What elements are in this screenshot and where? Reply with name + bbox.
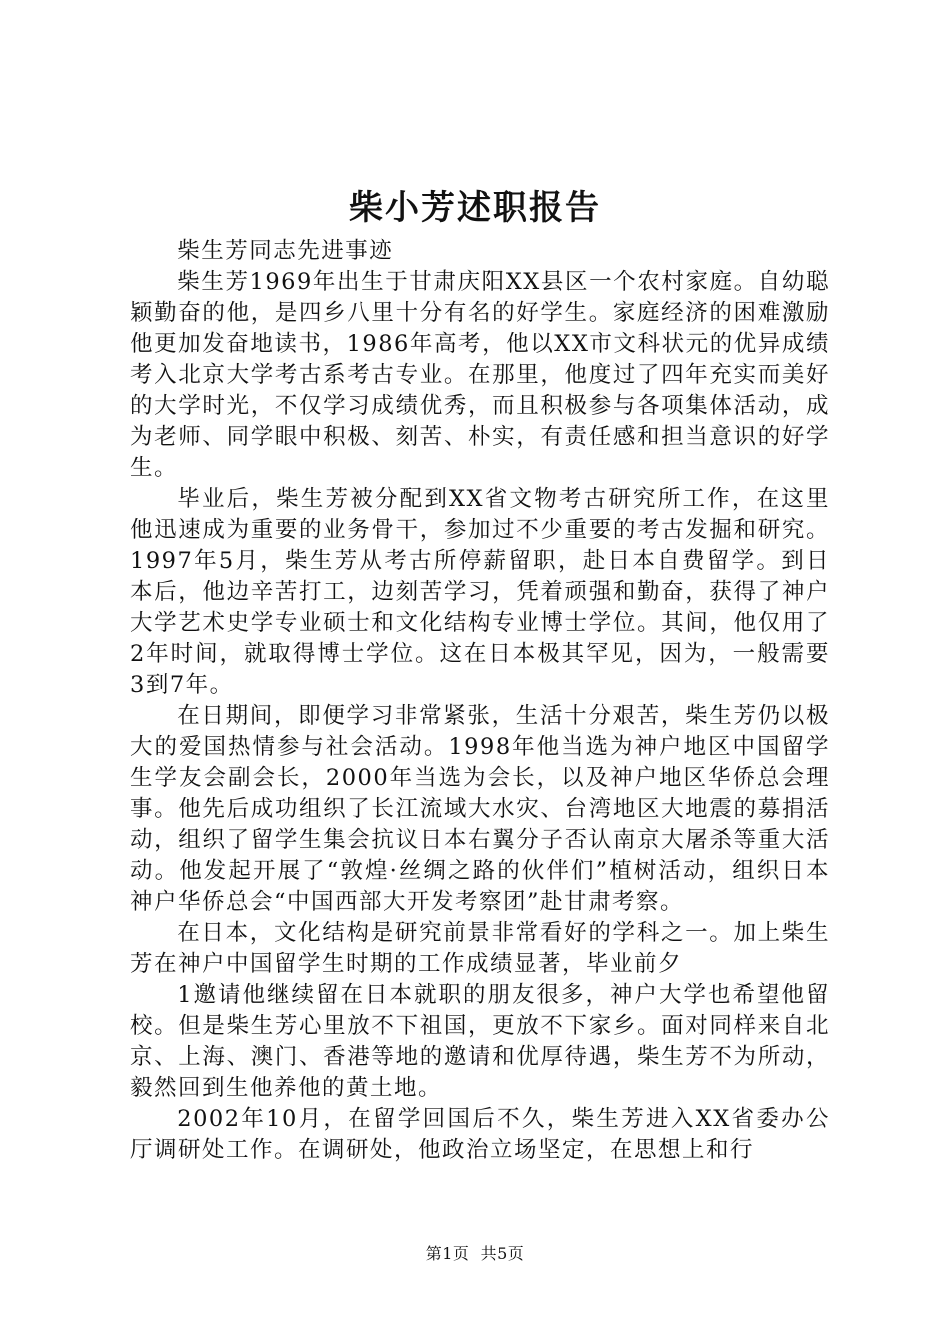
body-paragraph: 毕业后，柴生芳被分配到XX省文物考古研究所工作，在这里他迅速成为重要的业务骨干，参加过不少重要的考古发掘和研究。1997年5月，柴生芳从考古所停薪留职，赴日本自费留学。到日本后，他边辛苦打工，边刻苦学习，凭着顽强和勤奋，获得了神户大学艺术史学专业硕士和文化结构专业博士学位。其间，他仅用了2年时间，就取得博士学位。这在日本极其罕见，因为，一般需要3到7年。 <box>130 486 830 698</box>
body-paragraph: 在日本，文化结构是研究前景非常看好的学科之一。加上柴生芳在神户中国留学生时期的工作成绩显著，毕业前夕 <box>130 920 830 977</box>
body-paragraph: 在日期间，即便学习非常紧张，生活十分艰苦，柴生芳仍以极大的爱国热情参与社会活动。1998年他当选为神户地区中国留学生学友会副会长，2000年当选为会长，以及神户地区华侨总会理事。他先后成功组织了长江流域大水灾、台湾地区大地震的募捐活动，组织了留学生集会抗议日本右翼分子否认南京大屠杀等重大活动。他发起开展了“敦煌·丝绸之路的伙伴们”植树活动，组织日本神户华侨总会“中国西部大开发考察团”赴甘肃考察。 <box>130 703 830 915</box>
page-title: 柴小芳述职报告 <box>349 188 601 228</box>
page-footer <box>0 1244 950 1264</box>
body-paragraph: 1邀请他继续留在日本就职的朋友很多，神户大学也希望他留校。但是柴生芳心里放不下祖国，更放不下家乡。面对同样来自北京、上海、澳门、香港等地的邀请和优厚待遇，柴生芳不为所动，毅然回到生他养他的黄土地。 <box>130 982 830 1101</box>
page-number: 第1页 共5页 <box>425 1244 525 1263</box>
body-paragraph: 柴生芳1969年出生于甘肃庆阳XX县区一个农村家庭。自幼聪颖勤奋的他，是四乡八里十分有名的好学生。家庭经济的困难激励他更加发奋地读书，1986年高考，他以XX市文科状元的优异成绩考入北京大学考古系考古专业。在那里，他度过了四年充实而美好的大学时光，不仅学习成绩优秀，而且积极参与各项集体活动，成为老师、同学眼中积极、刻苦、朴实，有责任感和担当意识的好学生。 <box>130 269 830 481</box>
subtitle-paragraph: 柴生芳同志先进事迹 <box>177 238 394 264</box>
body-paragraph: 2002年10月，在留学回国后不久，柴生芳进入XX省委办公厅调研处工作。在调研处，他政治立场坚定，在思想上和行 <box>130 1106 830 1163</box>
document-body <box>130 236 830 1166</box>
